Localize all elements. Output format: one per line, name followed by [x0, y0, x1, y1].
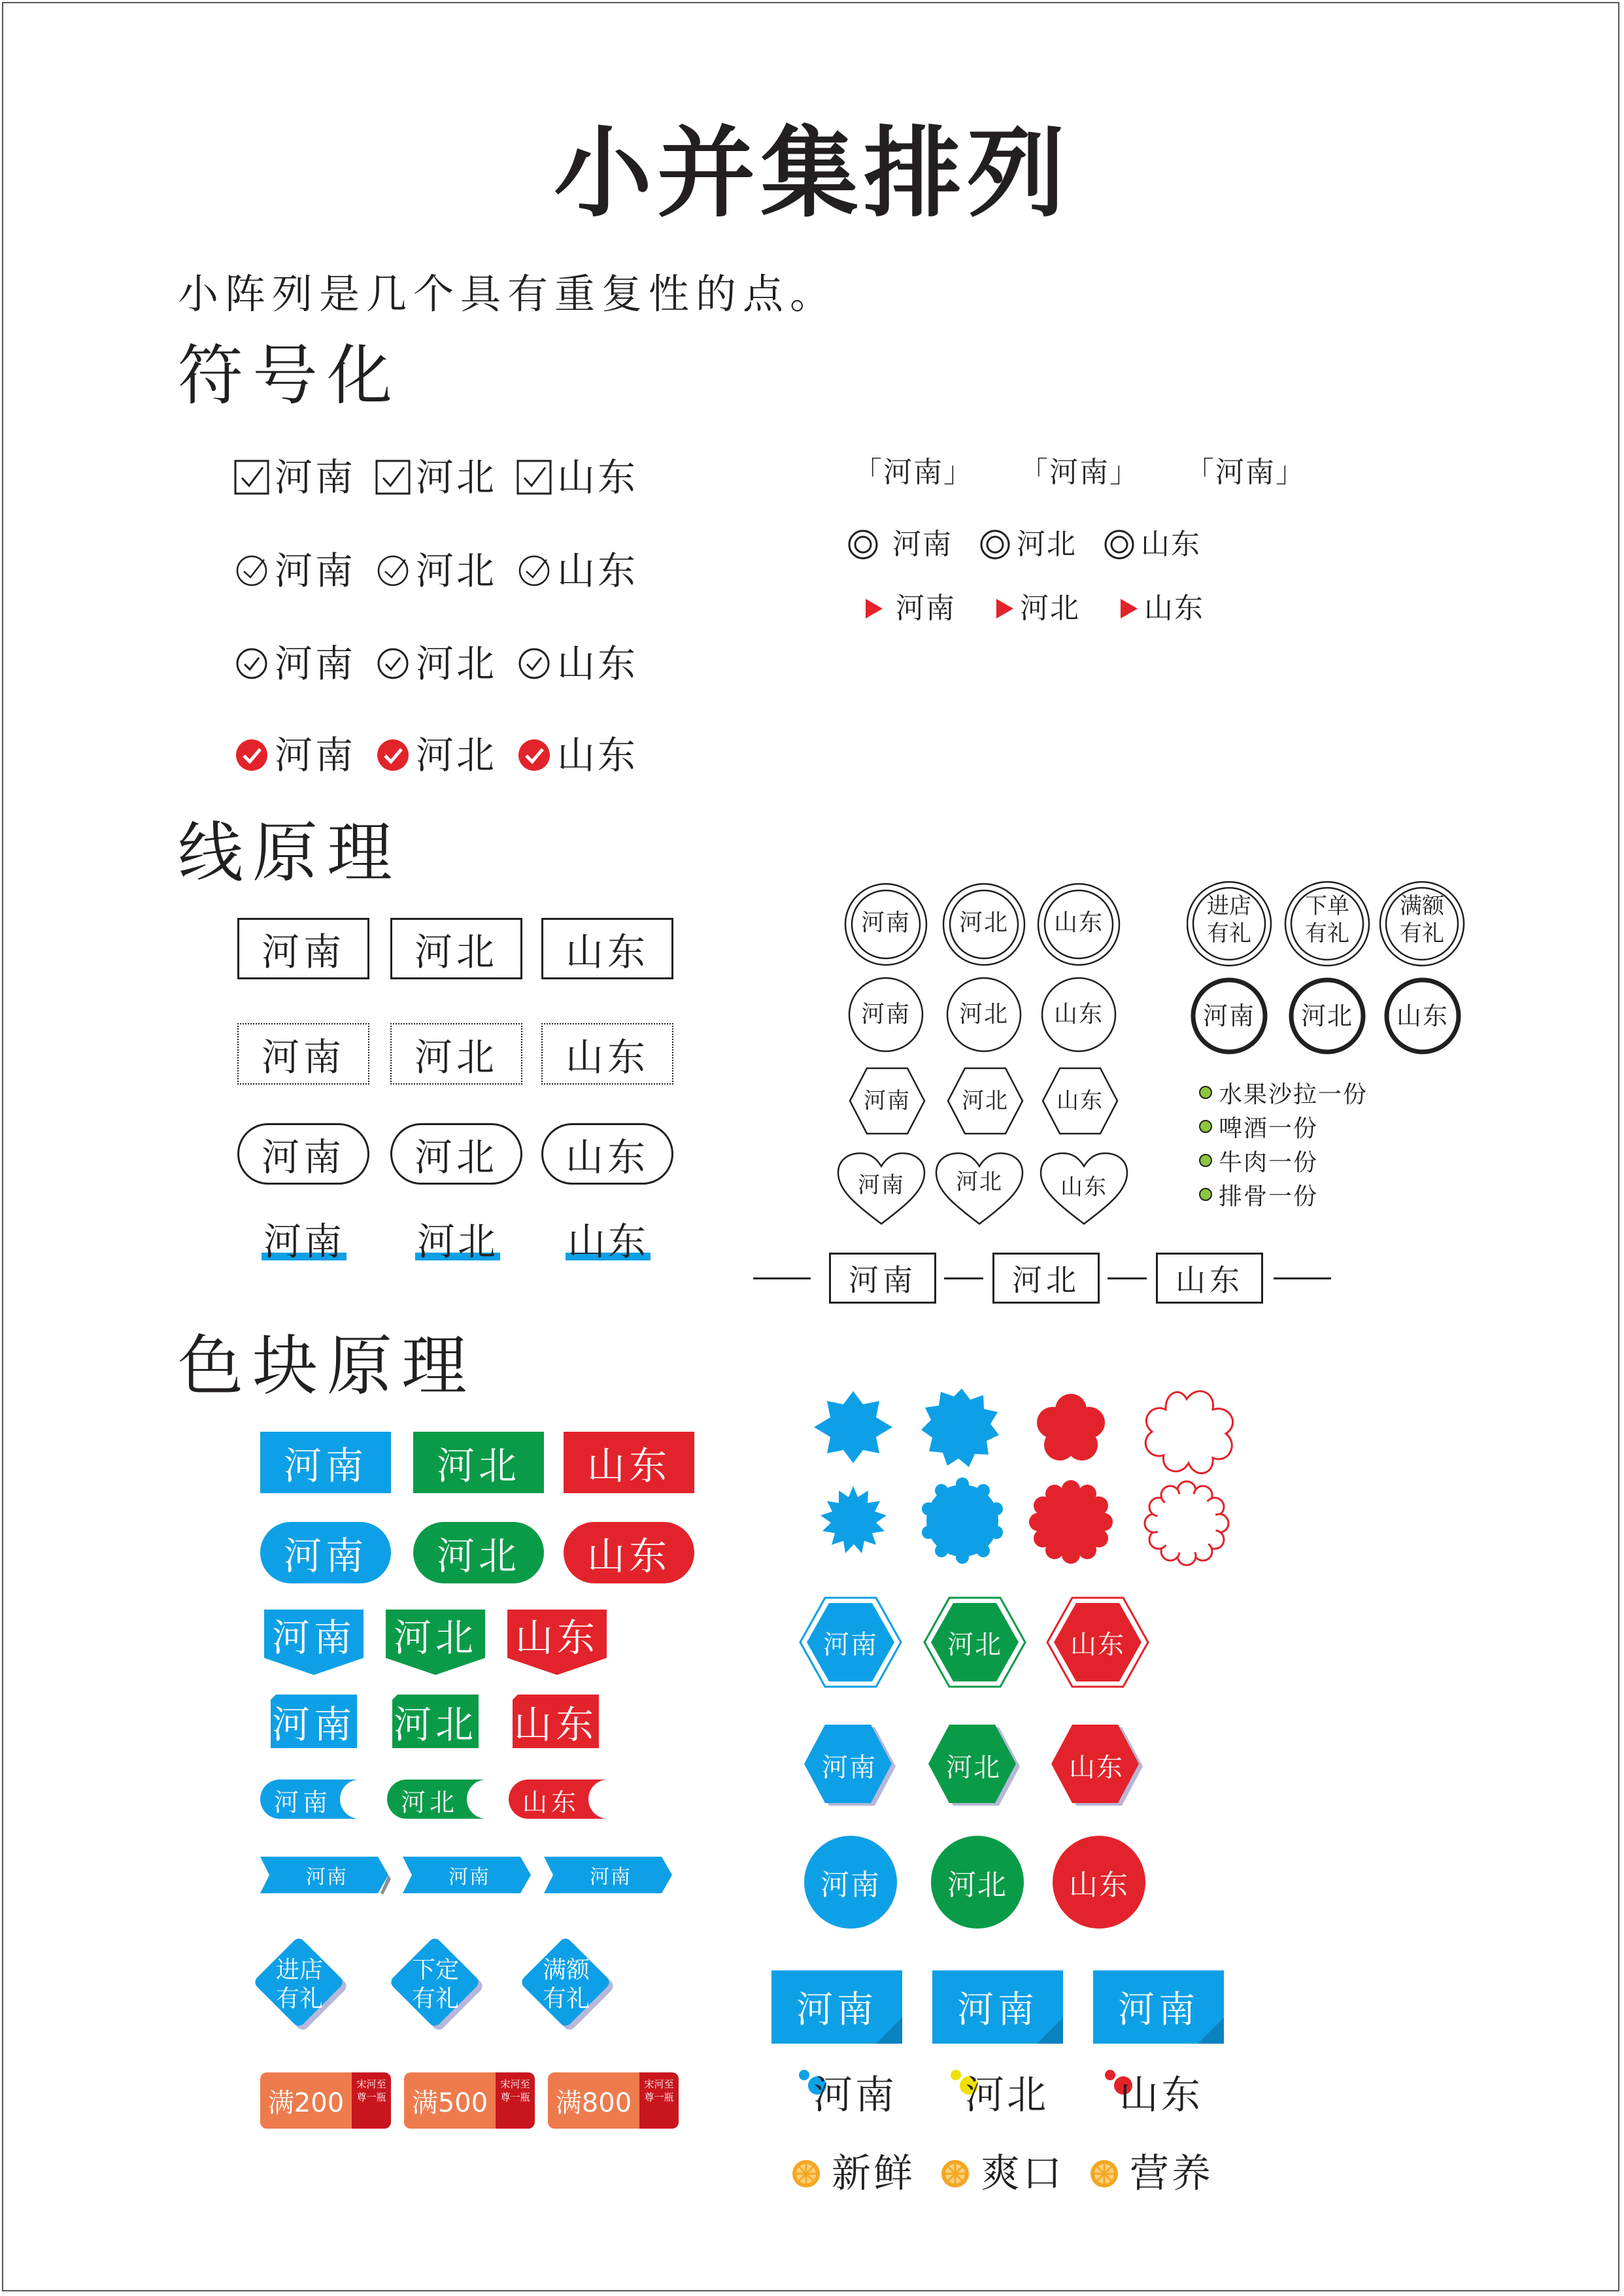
triangle-item[interactable]: [1119, 590, 1204, 627]
checkbox-checked-icon: [375, 460, 411, 495]
checkbox-row: [234, 454, 638, 500]
diamond-label[interactable]: 满额有礼: [542, 1957, 590, 2012]
coupon-amount: 满800: [548, 2072, 639, 2129]
solid-box-tag[interactable]: 河北: [390, 918, 522, 979]
diamond-label[interactable]: 进店有礼: [275, 1957, 323, 2012]
red-check-item[interactable]: [375, 732, 497, 778]
connector-line: [753, 1277, 811, 1279]
list-item: [1198, 1143, 1368, 1177]
flower-5-icon: [1037, 1394, 1105, 1460]
bite-tag-label[interactable]: 河南: [273, 1787, 331, 1817]
double-circle-icon: [1103, 528, 1136, 561]
dot-label[interactable]: [798, 2068, 909, 2121]
region-label: 河北: [1017, 528, 1077, 561]
feature-label: 新鲜: [832, 2151, 915, 2197]
folded-tag-label[interactable]: 山东: [513, 1702, 598, 1747]
circle-check-icon: [234, 646, 269, 681]
folded-tag-label[interactable]: 河南: [271, 1702, 356, 1747]
heart-label[interactable]: 山东: [1060, 1174, 1108, 1200]
play-triangle-icon: [1119, 598, 1139, 620]
starburst-10-icon: [921, 1389, 999, 1467]
folded-label[interactable]: [1093, 1970, 1224, 2044]
food-item-label: 水果沙拉一份: [1219, 1081, 1368, 1108]
quote-label: 「河南」: [1185, 456, 1306, 489]
orange-slice-icon: [1089, 2159, 1119, 2189]
region-label: 河南: [892, 528, 953, 561]
coupon-amount: 满200: [260, 2072, 352, 2129]
hexagon-label[interactable]: 河南: [864, 1088, 911, 1114]
underline-tag[interactable]: [262, 1219, 347, 1264]
folded-corner-icon: [1037, 2017, 1063, 2044]
orange-slice-icon: [791, 2159, 821, 2189]
checkbox-item[interactable]: [516, 454, 638, 500]
color-pill-tag[interactable]: 河北: [413, 1522, 544, 1583]
hexagon-framed-label[interactable]: 山东: [1070, 1629, 1125, 1660]
dot-label[interactable]: [1104, 2068, 1215, 2121]
flower-12-icon: [1029, 1480, 1113, 1564]
region-label: 山东: [567, 1219, 649, 1264]
folded-corner-icon: [876, 2017, 902, 2044]
circle-check-item[interactable]: [375, 641, 497, 686]
coupon[interactable]: [404, 2072, 535, 2129]
connected-box-tag[interactable]: 河北: [992, 1253, 1100, 1304]
checkbox-item[interactable]: [375, 454, 497, 500]
region-label: 河北: [1020, 592, 1080, 625]
thick-ring-label[interactable]: 山东: [1396, 1002, 1449, 1030]
circle-check-item[interactable]: [234, 641, 356, 686]
double-circle-row: [847, 526, 1201, 563]
hexagon-framed-label[interactable]: 河北: [947, 1629, 1002, 1660]
folded-label-text: 河南: [1093, 1970, 1224, 2044]
food-item-label: 牛肉一份: [1219, 1149, 1319, 1176]
ring-label[interactable]: 河北: [958, 909, 1009, 936]
ring-label[interactable]: 河南: [860, 909, 911, 936]
region-label: 河南: [263, 1219, 345, 1264]
region-label: 河北: [416, 733, 498, 777]
arrow-ribbon-label[interactable]: 河南: [448, 1866, 490, 1889]
color-circle-tag[interactable]: 河北: [931, 1836, 1024, 1929]
flower-12-outline-icon: [1145, 1481, 1228, 1565]
circle-check-row: [234, 548, 638, 594]
folded-label[interactable]: [932, 1970, 1063, 2044]
section-title-symbol: 符号化: [178, 337, 401, 414]
food-item-label: 啤酒一份: [1219, 1115, 1319, 1142]
region-label: 山东: [557, 549, 639, 593]
radio-item[interactable]: [1103, 526, 1201, 563]
connected-box-tag[interactable]: 河南: [829, 1253, 936, 1304]
region-label: 山东: [1141, 528, 1201, 561]
triangle-row: [864, 590, 1204, 627]
ring-label[interactable]: 山东: [1053, 1001, 1104, 1028]
quote-label: 「河南」: [853, 456, 973, 489]
pill-tag[interactable]: 河北: [390, 1123, 522, 1185]
promo-ring-label[interactable]: 进店有礼: [1207, 893, 1251, 947]
connector-line: [1108, 1277, 1147, 1279]
circle-check-icon: [516, 646, 552, 681]
folded-label[interactable]: [771, 1970, 902, 2044]
promo-ring-label[interactable]: 下单有礼: [1305, 893, 1349, 947]
bullet-dot-icon: [1198, 1119, 1213, 1134]
ring-label[interactable]: 河南: [860, 1001, 911, 1028]
pennant-label[interactable]: 山东: [515, 1615, 599, 1660]
checkbox-checked-icon: [234, 460, 269, 495]
connected-box-tag[interactable]: 山东: [1156, 1253, 1263, 1304]
underline-tag[interactable]: [415, 1219, 500, 1264]
bullet-dot-icon: [1198, 1153, 1213, 1168]
pill-tag[interactable]: 河南: [237, 1123, 369, 1185]
flower-5-outline-icon: [1145, 1391, 1232, 1474]
feature-row: [791, 2151, 1213, 2197]
bite-tag-label[interactable]: 山东: [522, 1787, 580, 1817]
promo-ring-label[interactable]: 满额有礼: [1400, 893, 1444, 947]
starburst-group: [804, 1385, 1236, 1581]
orange-slice-icon: [940, 2159, 970, 2189]
red-check-item[interactable]: [234, 732, 356, 778]
hexagon-label[interactable]: 河北: [946, 1752, 1001, 1783]
red-circle-check-icon: [375, 737, 411, 773]
checkbox-checked-icon: [516, 460, 552, 495]
pennant-label[interactable]: 河北: [393, 1615, 477, 1660]
color-rect-tag[interactable]: 河北: [413, 1432, 544, 1493]
hexagon-label[interactable]: 山东: [1069, 1752, 1124, 1783]
region-label: 河南: [275, 549, 356, 593]
red-check-item[interactable]: [516, 732, 638, 778]
coupon-note: 宋河至尊一瓶: [352, 2072, 391, 2129]
dot-label[interactable]: [949, 2068, 1060, 2121]
region-label: 山东: [557, 641, 639, 686]
region-label: 河北: [965, 2072, 1049, 2118]
region-label: 山东: [1119, 2072, 1203, 2118]
intro-text: 小阵列是几个具有重复性的点。: [178, 270, 837, 318]
feature-item: [1089, 2151, 1213, 2197]
thick-ring-label[interactable]: 河北: [1300, 1002, 1353, 1030]
hexagon-label[interactable]: 山东: [1057, 1088, 1104, 1114]
section-title-block: 色块原理: [178, 1328, 476, 1404]
feature-item: [791, 2151, 915, 2197]
page-title: 小并集排列: [553, 116, 1070, 231]
pill-tag[interactable]: 山东: [541, 1123, 673, 1185]
underline-tag[interactable]: [566, 1219, 651, 1264]
double-circle-icon: [979, 528, 1011, 561]
region-label: 河北: [416, 455, 498, 499]
thick-ring-label[interactable]: 河南: [1202, 1002, 1255, 1030]
region-label: 山东: [557, 455, 639, 499]
food-list: [1198, 1075, 1368, 1211]
heart-label[interactable]: 河南: [858, 1172, 905, 1198]
color-rect-tag[interactable]: 山东: [564, 1432, 694, 1493]
region-label: 河南: [813, 2072, 897, 2118]
feature-label: 爽口: [981, 2151, 1064, 2197]
red-check-row: [234, 732, 638, 778]
coupon[interactable]: [548, 2072, 679, 2129]
dotted-box-tag[interactable]: 山东: [541, 1023, 673, 1085]
region-label: 河南: [275, 641, 356, 686]
connector-line: [1274, 1277, 1331, 1279]
circle-check-item[interactable]: [234, 548, 356, 594]
starburst-16-icon: [820, 1486, 887, 1553]
play-triangle-icon: [995, 598, 1015, 620]
circle-check-icon: [234, 553, 269, 588]
hexagon-label[interactable]: 河南: [822, 1752, 877, 1783]
dotted-box-tag[interactable]: 河北: [390, 1023, 522, 1085]
region-label: 河北: [416, 549, 498, 593]
region-label: 河北: [416, 641, 498, 686]
coupon[interactable]: [260, 2072, 391, 2129]
solid-box-tag[interactable]: 山东: [541, 918, 673, 979]
color-circle-tag[interactable]: 山东: [1053, 1836, 1145, 1929]
food-item-label: 排骨一份: [1219, 1183, 1319, 1210]
color-rect-tag[interactable]: 河南: [260, 1432, 391, 1493]
quote-label: 「河南」: [1019, 456, 1140, 489]
color-pill-tag[interactable]: 山东: [564, 1522, 694, 1583]
pennant-label[interactable]: 河南: [271, 1615, 356, 1660]
diamond-label[interactable]: 下定有礼: [411, 1957, 459, 2012]
coupon-note: 宋河至尊一瓶: [496, 2072, 535, 2129]
region-label: 山东: [557, 733, 639, 777]
radio-item[interactable]: [979, 526, 1077, 563]
coupon-amount: 满500: [404, 2072, 496, 2129]
triangle-item[interactable]: [864, 590, 956, 627]
heart-label[interactable]: 河北: [956, 1169, 1003, 1195]
checkbox-item[interactable]: [234, 454, 356, 500]
connector-line: [944, 1277, 983, 1279]
triangle-item[interactable]: [995, 590, 1080, 627]
radio-item[interactable]: [847, 526, 953, 563]
list-item: [1198, 1109, 1368, 1143]
list-item: [1198, 1177, 1368, 1211]
section-title-line: 线原理: [178, 815, 401, 891]
feature-label: 营养: [1130, 2151, 1213, 2197]
circle-check-icon: [516, 553, 552, 588]
color-pill-tag[interactable]: 河南: [260, 1522, 391, 1583]
starburst-8-icon: [814, 1391, 892, 1463]
list-item: [1198, 1075, 1368, 1109]
circle-check-item[interactable]: [516, 548, 638, 594]
region-label: 河北: [416, 1219, 498, 1264]
red-circle-check-icon: [234, 737, 269, 773]
color-circle-tag[interactable]: 河南: [804, 1836, 897, 1929]
region-label: 河南: [275, 733, 356, 777]
red-circle-check-icon: [516, 737, 552, 773]
scalloped-circle-icon: [922, 1477, 1003, 1564]
feature-item: [940, 2151, 1064, 2197]
coupon-note: 宋河至尊一瓶: [639, 2072, 679, 2129]
double-circle-icon: [847, 528, 879, 561]
region-label: 河南: [896, 592, 956, 625]
circle-check-icon: [375, 553, 411, 588]
quote-row: [853, 454, 1306, 491]
region-label: 山东: [1144, 592, 1204, 625]
folded-tag-label[interactable]: 河北: [393, 1702, 477, 1747]
circle-check-inner-row: [234, 641, 638, 686]
circle-check-item[interactable]: [375, 548, 497, 594]
arrow-ribbon-label[interactable]: 河南: [306, 1866, 348, 1889]
bullet-dot-icon: [1198, 1187, 1213, 1202]
arrow-ribbon-label[interactable]: 河南: [590, 1866, 632, 1889]
region-label: 河南: [275, 455, 356, 499]
circle-check-item[interactable]: [516, 641, 638, 686]
folded-label-text: 河南: [771, 1970, 902, 2044]
ring-label[interactable]: 河北: [958, 1001, 1009, 1028]
solid-box-tag[interactable]: 河南: [237, 918, 369, 979]
play-triangle-icon: [864, 598, 884, 620]
dotted-box-tag[interactable]: 河南: [237, 1023, 369, 1085]
hexagon-framed-label[interactable]: 河南: [823, 1629, 878, 1660]
hexagon-label[interactable]: 河北: [962, 1088, 1009, 1114]
folded-label-text: 河南: [932, 1970, 1063, 2044]
bite-tag-label[interactable]: 河北: [400, 1787, 458, 1817]
bullet-dot-icon: [1198, 1085, 1213, 1100]
ring-label[interactable]: 山东: [1053, 909, 1104, 936]
circle-check-icon: [375, 646, 411, 681]
folded-corner-icon: [1198, 2017, 1224, 2044]
